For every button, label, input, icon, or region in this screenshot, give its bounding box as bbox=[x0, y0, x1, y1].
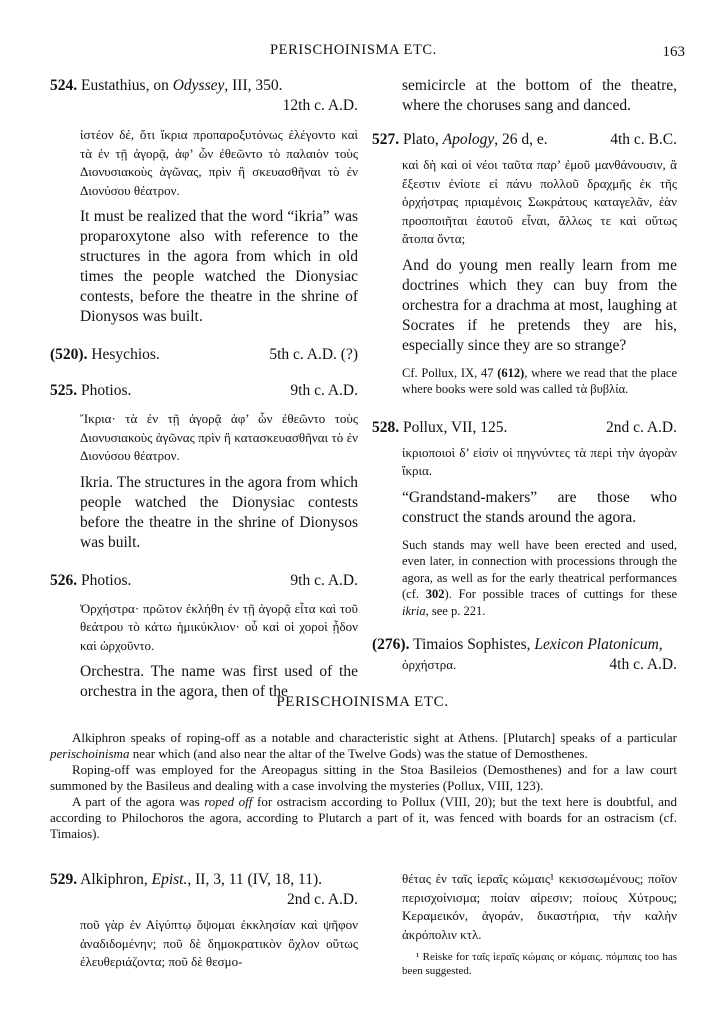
greek-text: ποῦ γὰρ ἐν Αἰγύπτῳ ὄψομαι ἐκκλησίαν καὶ ψῆφον ἀναδιδομένην; ποῦ δὲ δημοκρατικὸν ὄχλον οὕτως ἐλευθεριάζοντα; ποῦ δὲ θεσμο- bbox=[80, 917, 358, 969]
right-column bbox=[372, 76, 677, 675]
entry-276-subline: ὀρχήστρα. 4th c. A.D. bbox=[402, 656, 677, 673]
greek-text: ἰστέον δέ, ὅτι ἴκρια προπαροξυτόνως ἐλέγοντο καὶ τὰ ἐν τῇ ἀγορᾷ, ἀφ’ ὧν ἐθεῶντο τὸ παλαιὸν τοὺς Διονυσιακοὺς ἀγῶνας, πρὶν ἢ σκευασθῆναι τὸ ἐν Διονύσου θέατρον. bbox=[80, 127, 358, 198]
greek-text: καὶ δὴ καὶ οἱ νέοι ταῦτα παρ’ ἐμοῦ μανθάνουσιν, ἃ ἔξεστιν ἐνίοτε εἰ πάνυ πολλοῦ δραχμῆς ἐκ τῆς ὀρχήστρας πριαμένοις Σωκράτους καταγελᾶν, ἐὰν προσποιῆται ἑαυτοῦ εἶναι, ἄλλως τε καὶ οὕτως ἄτοπα ὄντα; bbox=[402, 157, 677, 246]
commentary-note: Cf. Pollux, IX, 47 (612), where we read that the place where books were sold was called τὰ βυβλία. bbox=[402, 365, 677, 396]
entry-525-heading: 525. Photios. 9th c. A.D. bbox=[50, 382, 358, 399]
translation: “Grandstand-makers” are those who construct the stands around the agora. bbox=[402, 488, 677, 526]
entry-529-continued bbox=[372, 870, 677, 978]
translation: Ikria. The structures in the agora from which people watched the Dionysiac contests before the theatre in the shrine of Dionysos was built. bbox=[80, 473, 358, 551]
running-title: PERISCHOINISMA ETC. bbox=[270, 42, 437, 58]
translation-continued: semicircle at the bottom of the theatre, where the choruses sang and danced. bbox=[402, 77, 677, 114]
entry-529-heading: 529. Alkiphron, Epist., II, 3, 11 (IV, 18, 11). 2nd c. A.D. bbox=[50, 871, 358, 908]
greek-text: θέτας ἐν ταῖς ἱεραῖς κώμαις¹ κεκισσωμένους; ποῖον περισχοίνισμα; ποίαν αἱρεσιν; ποίους Χύτρους; Κεραμεικόν, ἀγοράν, δικαστήρια, τὴν καλὴν ἀκρόπολιν κτλ. bbox=[402, 871, 677, 942]
entry-date: 12th c. A.D. bbox=[282, 97, 358, 114]
section-title: PERISCHOINISMA ETC. bbox=[276, 694, 449, 710]
paragraph: Roping-off was employed for the Areopagus sitting in the Stoa Basileios (Demosthenes) and for a law court summoned by the Basileus and dealing with a case involving the mysteries (Pollux, VIII, 123). bbox=[50, 762, 677, 793]
entry-524-heading: 524. Eustathius, on Odyssey, III, 350. 12th c. A.D. bbox=[50, 77, 358, 114]
entry-date: 2nd c. A.D. bbox=[286, 891, 358, 908]
translation: Orchestra. The name was first used of the orchestra in the agora, then of the bbox=[80, 663, 358, 700]
translation: It must be realized that the word “ikria” was proparoxytone also with reference to the structures in the agora from which in old times the people watched the Dionysiac contests, before the theatre in the shrine of Dionysos was built. bbox=[80, 208, 358, 325]
paragraph: A part of the agora was roped off for ostracism according to Pollux (VIII, 20); but the text here is doubtful, and according to Philochoros the agora, according to Plutarch a part of it, was fenced with boards for an ostracism (cf. Timaios). bbox=[50, 794, 677, 841]
translation: And do young men really learn from me doctrines which they can buy from the orchestra for a drachma at most, laughing at Socrates if he pretends they are his, especially since they are so strange? bbox=[402, 256, 677, 354]
left-column bbox=[50, 76, 358, 702]
entry-529 bbox=[50, 870, 358, 972]
page-number: 163 bbox=[662, 44, 685, 60]
entry-528-heading: 528. Pollux, VII, 125. 2nd c. A.D. bbox=[372, 418, 677, 436]
footnote: ¹ Reiske for ταῖς ἱεραῖς κώμαις or κόμαις. πόμπαις too has been suggested. bbox=[402, 951, 677, 977]
greek-text: Ἴκρια· τὰ ἐν τῇ ἀγορᾷ ἀφ’ ὧν ἐθεῶντο τοὺς Διονυσιακοὺς ἀγῶνας πρὶν ἢ κατασκευασθῆναι τὸ ἐν Διονύσου θέατρον. bbox=[80, 411, 358, 463]
entry-527-heading: 527. Plato, Apology, 26 d, e. 4th c. B.C. bbox=[372, 131, 677, 148]
entry-520-heading: (520). Hesychios. 5th c. A.D. (?) bbox=[50, 346, 358, 363]
paragraph: Alkiphron speaks of roping-off as a notable and characteristic sight at Athens. [Plutarch] speaks of a particular perischoinisma near which (and also near the altar of the Twelve Gods) was the statue of Demosthenes. bbox=[50, 730, 677, 761]
entry-276-heading: (276). Timaios Sophistes, Lexicon Platonicum, bbox=[372, 636, 663, 653]
entry-526-heading: 526. Photios. 9th c. A.D. bbox=[50, 571, 358, 589]
commentary-note: Such stands may well have been erected and used, even later, in connection with processions through the agora, as well as for the early theatrical performances (cf. 302). For possible traces of cuttings for these ikria, see p. 221. bbox=[402, 537, 677, 618]
section-prose bbox=[50, 730, 677, 842]
greek-text: ἰκριοποιοὶ δ’ εἰσὶν οἱ πηγνύντες τὰ περὶ τὴν ἀγορὰν ἴκρια. bbox=[402, 444, 677, 478]
greek-text: Ὀρχήστρα· πρῶτον ἐκλήθη ἐν τῇ ἀγορᾷ εἶτα καὶ τοῦ θεάτρου τὸ κάτω ἡμικύκλιον· οὗ καὶ οἱ χοροὶ ᾖδον καὶ ὠρχοῦντο. bbox=[80, 600, 358, 653]
